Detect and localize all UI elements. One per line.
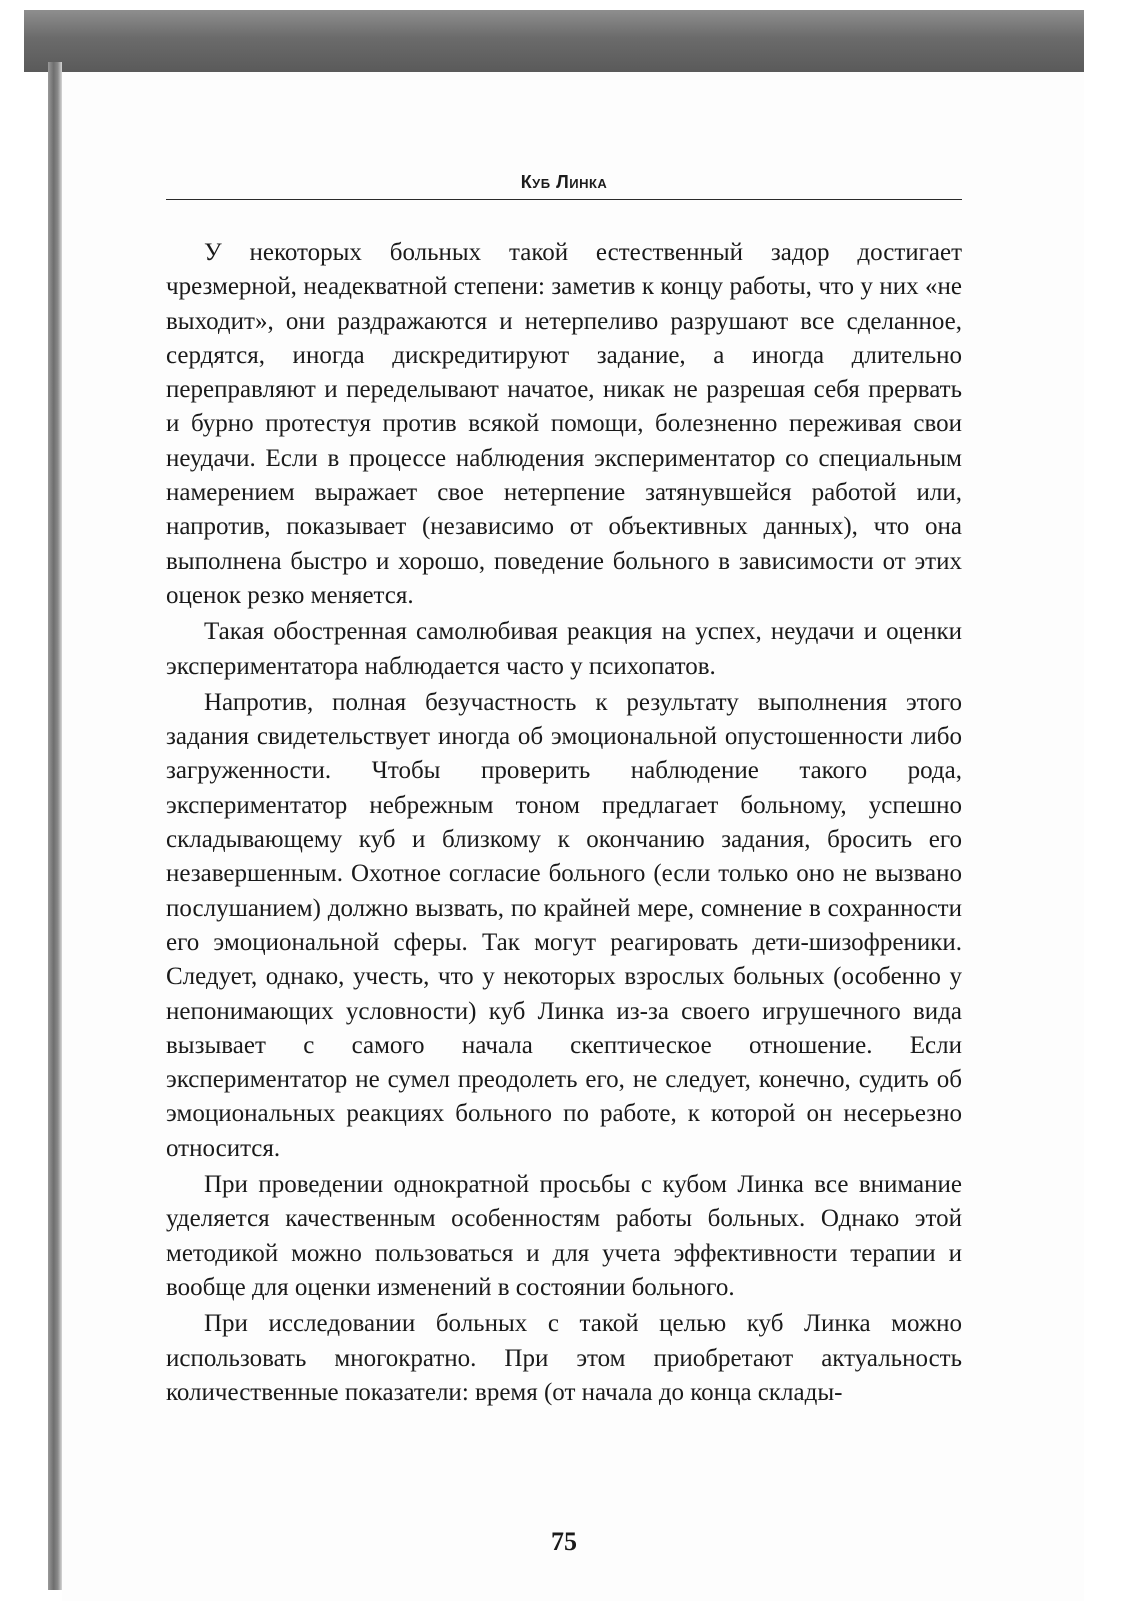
paragraph-2: Такая обостренная самолюбивая реакция на успех, неудачи и оценки экспериментатора наблюдается часто у психопатов. (166, 618, 962, 680)
page-number: 75 (551, 1527, 577, 1556)
paragraph-4: При проведении однократной просьбы с кубом Линка все внимание уделяется качественным особенностям работы больных. Однако этой методикой можно пользоваться и для учета эффективности терапии и вообще для оценки изменений в состоянии больного. (166, 1171, 962, 1301)
running-head: Куб Линка (520, 172, 608, 192)
paragraph-1: У некоторых больных такой естественный задор достигает чрезмерной, неадекватной степени: заметив к концу работы, что у них «не выходит», они раздражаются и нетерпеливо разрушают все сделанное, сердятся, иногда дискредитируют задание, а иногда длительно переправляют и переделывают начатое, никак не разрешая себя прервать и бурно протестуя против всякой помощи, болезненно переживая свои неудачи. Если в процессе наблюдения экспериментатор со специальным намерением выражает свое нетерпение затянувшейся работой или, напротив, показывает (независимо от объективных данных), что она выполнена быстро и хорошо, поведение больного в зависимости от этих оценок резко меняется. (166, 239, 962, 609)
header-rule (166, 199, 962, 200)
scan-top-band (24, 10, 1084, 72)
body-text (166, 236, 962, 1412)
paragraph-5: При исследовании больных с такой целью куб Линка можно использовать многократно. При этом приобретают актуальность количественные показатели: время (от начала до конца склады- (166, 1310, 962, 1406)
paragraph-3: Напротив, полная безучастность к результату выполнения этого задания свидетельствует иногда об эмоциональной опустошенности либо загруженности. Чтобы проверить наблюдение такого рода, экспериментатор небрежным тоном предлагает больному, успешно складывающему куб и близкому к окончанию задания, бросить его незавершенным. Охотное согласие больного (если только оно не вызвано послушанием) должно вызвать, по крайней мере, сомнение в сохранности его эмоциональной сферы. Так могут реагировать дети-шизофреники. Следует, однако, учесть, что у некоторых взрослых больных (особенно у непонимающих условности) куб Линка из-за своего игрушечного вида вызывает с самого начала скептическое отношение. Если экспериментатор не сумел преодолеть его, не следует, конечно, судить об эмоциональных реакциях больного по работе, к которой он несерьезно относится. (166, 688, 962, 1162)
book-gutter-edge (48, 62, 62, 1590)
